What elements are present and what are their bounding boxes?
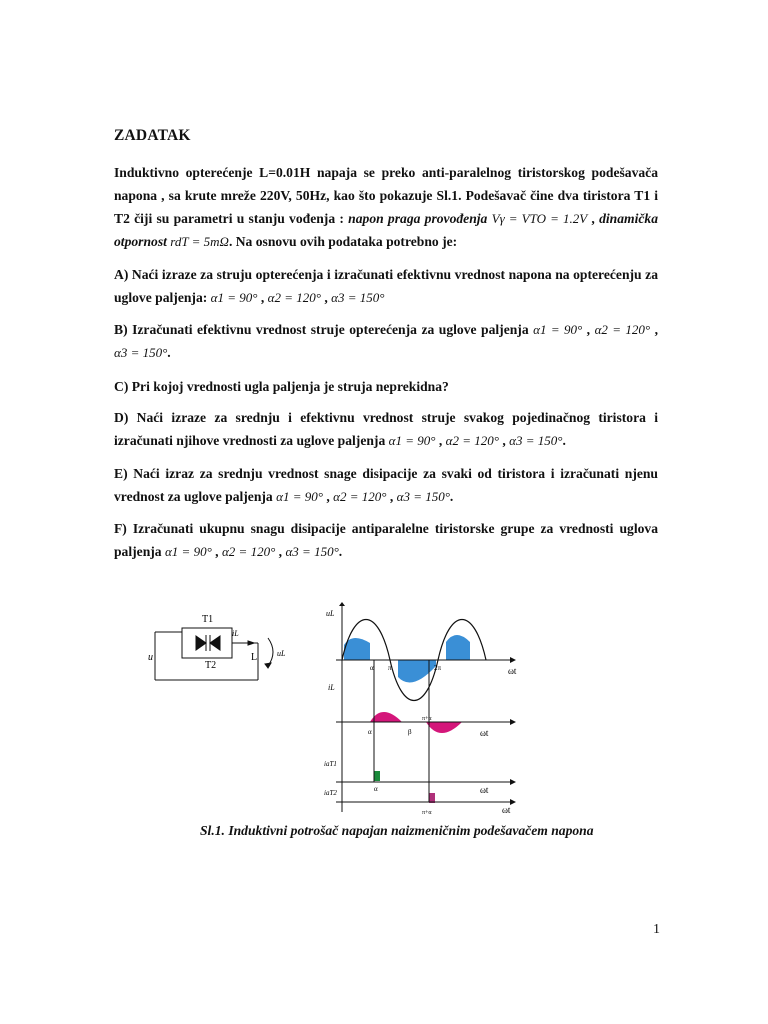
angle-alpha2: α2 = 120° xyxy=(594,322,651,337)
voltage-area-3 xyxy=(446,635,470,660)
axis-iT2-arrowhead-icon xyxy=(510,799,516,805)
angle-alpha3: α3 = 150° xyxy=(396,489,450,504)
axis-u-arrowhead-icon xyxy=(510,657,516,663)
plot-tick-alpha: α xyxy=(370,664,374,672)
label-t2: T2 xyxy=(205,660,217,671)
threshold-voltage-formula: Vγ = VTO = 1.2V xyxy=(491,211,588,226)
plot-label-u: uL xyxy=(326,609,335,618)
waveform-plot xyxy=(336,602,516,812)
thyristor-bridge xyxy=(182,628,232,658)
intro-text-2: napon praga provođenja xyxy=(348,211,488,226)
item-a: A) Naći izraze za struju opterećenja i izračunati efektivnu vrednost napona na opterećenju za uglove paljenja: α1 = 90° , α2 = 120° , α3 = 150° xyxy=(114,267,658,305)
plot-label-i: iL xyxy=(328,683,335,692)
dynamic-resistance-formula: rdT = 5mΩ xyxy=(170,234,229,249)
angle-alpha1: α1 = 90° xyxy=(210,290,258,305)
item-c xyxy=(114,375,658,398)
angle-alpha3: α3 = 150° xyxy=(331,290,385,305)
intro-text-1: Induktivno opterećenje L=0.01H napaja se preko anti-paralelnog tiristorskog podešavača napona , sa krute mreže 220V, 50Hz, kao što pokazuje Sl.1. Podešavač čine dva tiristora T1 i T2 čiji su parametri u stanju vođenja : xyxy=(114,165,658,226)
figure-caption: Sl.1. Induktivni potrošač napajan naizmeničnim podešavačem napona xyxy=(200,823,594,838)
plot-tick-2pi: 2π xyxy=(434,664,442,672)
angle-alpha1: α1 = 90° xyxy=(533,322,583,337)
angle-alpha3: α3 = 150° xyxy=(285,544,339,559)
intro-text-5: dinamička otpornost xyxy=(114,211,659,249)
thyristor-t2-symbol xyxy=(210,636,220,650)
current-lobe-positive xyxy=(370,712,402,722)
angle-alpha1: α1 = 90° xyxy=(388,433,436,448)
item-d-text: D) Naći izraze za srednju i efektivnu vrednost struje svakog pojedinačnog tiristora i izračunati njihove vrednosti za uglove paljenja xyxy=(114,410,658,448)
plot-tick-alpha-3: α xyxy=(374,785,378,793)
plot-label-iT1: iaT1 xyxy=(324,760,337,768)
item-f: F) Izračunati ukupnu snagu disipacije antiparalelne tiristorske grupe za vrednosti uglova paljenja α1 = 90° , α2 = 120° , α3 = 150°. xyxy=(114,521,658,559)
label-t1: T1 xyxy=(202,614,214,625)
angle-alpha2: α2 = 120° xyxy=(267,290,321,305)
voltage-arrow-icon xyxy=(268,638,273,666)
current-lobe-negative xyxy=(426,722,462,733)
label-current: iL xyxy=(232,629,239,638)
plot-tick-pi-alpha: π+α xyxy=(422,716,432,722)
item-c-text: C) Pri kojoj vrednosti ugla paljenja je struja neprekidna? xyxy=(114,379,449,394)
angle-alpha3: α3 = 150° xyxy=(114,345,168,360)
angle-alpha2: α2 = 120° xyxy=(221,544,276,559)
plot-tick-alpha-2: α xyxy=(368,728,372,736)
label-load: L xyxy=(251,652,258,663)
vertical-axis-arrowhead-icon xyxy=(339,602,345,606)
item-b-text: B) Izračunati efektivnu vrednost struje opterećenja za uglove paljenja xyxy=(114,322,529,337)
item-e: E) Naći izraz za srednju vrednost snage disipacije za svaki od tiristora i izračunati njenu vrednost za uglove paljenja α1 = 90° , α2 = 120° , α3 = 150°. xyxy=(114,466,658,504)
voltage-area-2 xyxy=(398,660,436,682)
intro-text-7: . Na osnovu ovih podataka potrebno je: xyxy=(228,234,458,249)
angle-alpha1: α1 = 90° xyxy=(164,544,212,559)
item-d: D) Naći izraze za srednju i efektivnu vrednost struje svakog pojedinačnog tiristora i izračunati njihove vrednosti za uglove paljenja α1 = 90° , α2 = 120° , α3 = 150°. xyxy=(114,410,658,448)
label-voltage: uL xyxy=(277,649,286,658)
plot-xlabel-4: ωt xyxy=(502,805,511,815)
plot-xlabel-3: ωt xyxy=(480,785,489,795)
item-f-text: F) Izračunati ukupnu snagu disipacije antiparalelne tiristorske grupe za vrednosti uglova paljenja xyxy=(114,521,658,559)
label-source: u xyxy=(148,652,153,663)
current-arrow-icon xyxy=(248,641,254,645)
page-number: 1 xyxy=(653,922,660,937)
plot-xlabel-1: ωt xyxy=(508,666,517,676)
item-a-text: A) Naći izraze za struju opterećenja i izračunati efektivnu vrednost napona na opterećenju za uglove paljenja: xyxy=(114,267,658,305)
plot-tick-pi-alpha-2: π+α xyxy=(422,810,432,816)
plot-label-iT2: iaT2 xyxy=(324,789,337,797)
axis-iT1-arrowhead-icon xyxy=(510,779,516,785)
plot-tick-pi: π xyxy=(388,664,392,672)
angle-alpha2: α2 = 120° xyxy=(445,433,499,448)
voltage-arrowhead-icon xyxy=(265,663,271,668)
thyristor-t1-symbol xyxy=(196,636,206,650)
figure-sl1 xyxy=(140,602,540,822)
item-b: B) Izračunati efektivnu vrednost struje opterećenja za uglove paljenja α1 = 90° , α2 = 120° , α3 = 150°. xyxy=(114,322,658,360)
plot-xlabel-2: ωt xyxy=(480,728,489,738)
page-title: ZADATAK xyxy=(114,127,191,144)
angle-alpha1: α1 = 90° xyxy=(276,489,323,504)
axis-i-arrowhead-icon xyxy=(510,719,516,725)
item-e-text: E) Naći izraz za srednju vrednost snage disipacije za svaki od tiristora i izračunati njenu vrednost za uglove paljenja xyxy=(114,466,658,504)
angle-alpha3: α3 = 150° xyxy=(509,433,563,448)
plot-tick-beta: β xyxy=(408,728,412,736)
intro-separator: , xyxy=(587,211,600,226)
t1-current-pulse xyxy=(374,771,380,781)
problem-intro xyxy=(114,161,658,253)
angle-alpha2: α2 = 120° xyxy=(333,489,387,504)
